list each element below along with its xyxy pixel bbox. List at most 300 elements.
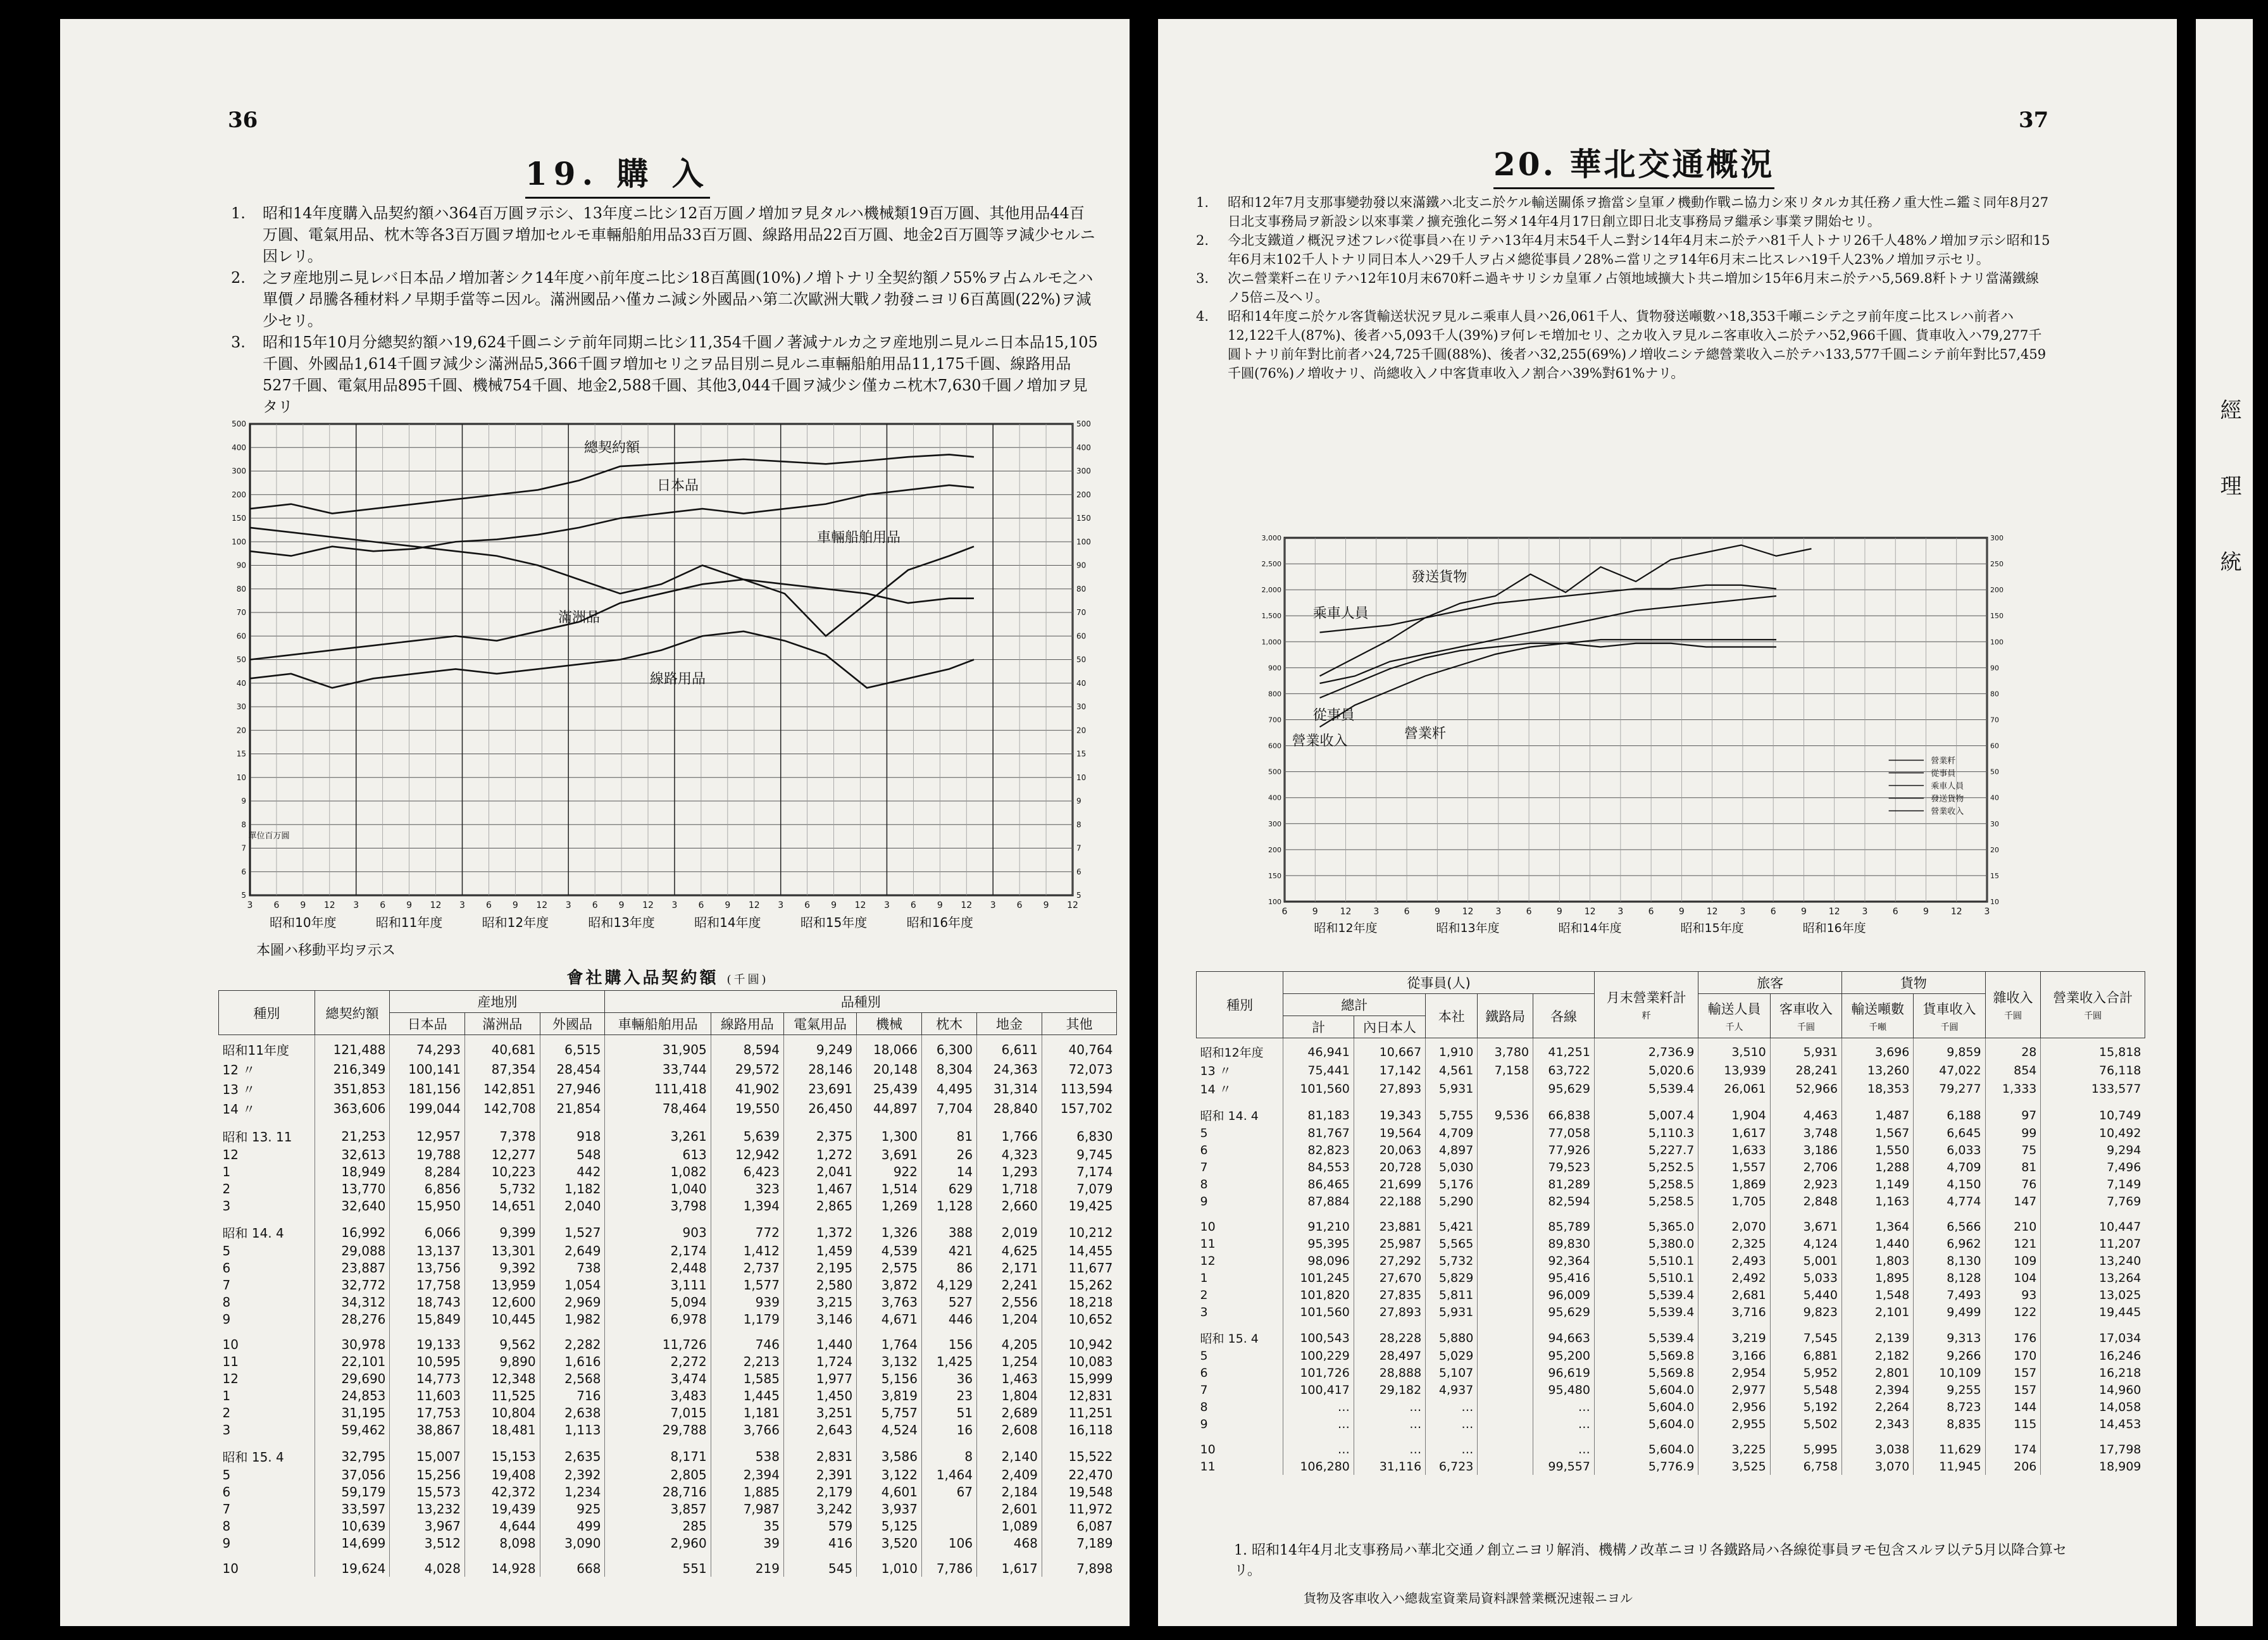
row-label: 2 [222, 1181, 231, 1196]
table-cell: 7,769 [2041, 1193, 2145, 1210]
row-label: 昭和 15. 4 [1200, 1332, 1259, 1346]
table-row [1197, 1398, 2145, 1415]
table-cell: 9,255 [1914, 1381, 1985, 1398]
table-cell: 6,566 [1914, 1210, 1985, 1235]
table-cell: 6,830 [1042, 1118, 1116, 1146]
table-cell: 1,895 [1842, 1269, 1914, 1286]
row-label: 2 [222, 1405, 231, 1420]
y-tick-label: 800 [1268, 690, 1281, 699]
table-cell: 2,689 [977, 1404, 1042, 1421]
table-cell: 5,829 [1426, 1269, 1478, 1286]
table-cell: 79,277 [1914, 1079, 1985, 1098]
table-cell: 8,128 [1914, 1269, 1985, 1286]
y-tick-label: 15 [1990, 871, 1999, 880]
table-row [219, 1483, 1117, 1500]
table-cell: 3,474 [605, 1370, 711, 1387]
th-metal: 地金 [977, 1013, 1042, 1035]
table-cell: 446 [922, 1310, 977, 1327]
table-cell: 92,364 [1533, 1252, 1595, 1269]
table-cell: 5,539.4 [1594, 1286, 1698, 1303]
table-cell: 1,300 [857, 1118, 922, 1146]
th-origin-group: 産地別 [390, 991, 605, 1013]
table-cell: 1,724 [783, 1353, 856, 1370]
table-cell: 19,788 [390, 1146, 465, 1163]
table-cell: 7,898 [1042, 1551, 1116, 1577]
table-cell: 5,107 [1426, 1364, 1478, 1381]
next-page-strip [2196, 19, 2253, 1626]
table-cell: 2,448 [605, 1259, 711, 1276]
y-tick-label: 8 [241, 820, 246, 829]
row-label: 9 [1200, 1417, 1208, 1431]
table-cell: 93 [1985, 1286, 2041, 1303]
table-cell: 16,992 [315, 1214, 390, 1242]
table-cell [1478, 1079, 1533, 1098]
table-cell: 551 [605, 1551, 711, 1577]
th-machinery: 機械 [857, 1013, 922, 1035]
table-cell: 2,556 [977, 1293, 1042, 1310]
table-cell: 1,234 [540, 1483, 605, 1500]
table-cell [922, 1500, 977, 1517]
row-label: 昭和 14. 4 [1200, 1109, 1259, 1123]
table-cell: 442 [540, 1163, 605, 1180]
table-cell: 1,372 [783, 1214, 856, 1242]
table-cell: 1,272 [783, 1146, 856, 1163]
y-tick-label: 7 [241, 843, 246, 853]
table-cell: 3,219 [1698, 1320, 1770, 1347]
legend-entry: 營業收入 [1931, 807, 1964, 817]
y-tick-label: 300 [1990, 534, 2003, 542]
table-cell: 106,280 [1283, 1458, 1354, 1475]
table-cell: 3,967 [390, 1517, 465, 1534]
x-tick-label: 6 [1404, 907, 1410, 917]
purchase-chart [218, 414, 1117, 971]
table-cell: 2,391 [783, 1466, 856, 1483]
table-cell: 2,343 [1842, 1415, 1914, 1432]
y-tick-label: 80 [236, 584, 246, 593]
table-cell: 3,215 [783, 1293, 856, 1310]
table-cell: 66,838 [1533, 1098, 1595, 1124]
table-cell: 95,200 [1533, 1347, 1595, 1364]
purchase-chart-svg [218, 414, 1117, 971]
table-cell: 1,804 [977, 1387, 1042, 1404]
right-page [1158, 19, 2177, 1626]
y-tick-label: 200 [1268, 845, 1281, 854]
table-row [219, 1079, 1117, 1098]
table-row [219, 1035, 1117, 1060]
table-cell: 1,617 [1698, 1124, 1770, 1141]
table-cell: 3,225 [1698, 1432, 1770, 1458]
table-cell: 2,848 [1770, 1193, 1841, 1210]
x-tick-label: 12 [1828, 907, 1840, 917]
table-cell: 22,101 [315, 1353, 390, 1370]
table-cell: 28,888 [1354, 1364, 1425, 1381]
th-total: 總契約額 [315, 991, 390, 1035]
table-cell: 2,969 [540, 1293, 605, 1310]
x-tick-label: 9 [1800, 907, 1807, 917]
table-cell: 13,756 [390, 1259, 465, 1276]
table-cell: 15,849 [390, 1310, 465, 1327]
row-label: 9 [1200, 1194, 1208, 1208]
table-cell: 5,192 [1770, 1398, 1841, 1415]
y-tick-label: 15 [1076, 749, 1087, 759]
th-other: 其他 [1042, 1013, 1116, 1035]
y-tick-label: 100 [1076, 537, 1091, 547]
table-cell: 2,736.9 [1594, 1038, 1698, 1062]
table-cell: 11,972 [1042, 1500, 1116, 1517]
table-cell: 10,492 [2041, 1124, 2145, 1141]
x-tick-label: 9 [512, 900, 518, 910]
table-cell: 8,171 [605, 1438, 711, 1466]
table-cell: … [1426, 1432, 1478, 1458]
table-cell: 2,392 [540, 1466, 605, 1483]
section-title-purchases: 19. 購 入 [525, 149, 710, 199]
table-cell: 363,606 [315, 1098, 390, 1118]
table-row [219, 1327, 1117, 1353]
table-cell: 101,245 [1283, 1269, 1354, 1286]
table-cell: 5,569.8 [1594, 1364, 1698, 1381]
y-tick-label: 200 [1076, 490, 1091, 499]
y-tick-label: 20 [1990, 845, 1999, 854]
note-r1: 1. 昭和12年7月支那事變勃發以來滿鐵ハ北支ニ於ケル輸送關係ヲ擔當シ皇軍ノ機動作戰ニ協力シ來リタルカ其任務ノ重大性ニ鑑ミ同年8月27日北支事務局ヲ新設シ以來事業ノ擴充強化ニ努メ14年4月17日創立即日北支事務局ヲ繼承シ事業ヲ開始セリ。 [1196, 195, 2049, 229]
table-cell: 1,040 [605, 1180, 711, 1197]
table-cell: 3,132 [857, 1353, 922, 1370]
table-cell: 1,440 [783, 1327, 856, 1353]
y-tick-label: 40 [236, 678, 246, 688]
table-cell: 15,256 [390, 1466, 465, 1483]
table-cell: 2,580 [783, 1276, 856, 1293]
table-cell: 206 [1985, 1458, 2041, 1475]
table-cell: 1,182 [540, 1180, 605, 1197]
year-label: 昭和14年度 [1558, 921, 1622, 935]
note-r3: 3. 次ニ營業粁ニ在リテハ12年10月末670粁ニ過キサリシカ皇軍ノ占領地域擴大ト共ニ増加シ15年6月末ニ於テハ5,569.8粁トナリ當滿鐵線ノ5倍ニ及ヘリ。 [1196, 271, 2039, 305]
table-cell: 14,699 [315, 1534, 390, 1551]
table-cell: 1,869 [1698, 1176, 1770, 1193]
table-cell: 2,282 [540, 1327, 605, 1353]
table-row [219, 1466, 1117, 1483]
table-row [1197, 1235, 2145, 1252]
table-cell: 91,210 [1283, 1210, 1354, 1235]
table-cell: 1,718 [977, 1180, 1042, 1197]
table-cell: 2,568 [540, 1370, 605, 1387]
y-tick-label: 60 [1990, 742, 1999, 750]
table-cell: 1,585 [711, 1370, 783, 1387]
table-cell: 1,333 [1985, 1079, 2041, 1098]
x-tick-label: 9 [1678, 907, 1685, 917]
table-cell: 2,956 [1698, 1398, 1770, 1415]
row-label: 11 [222, 1353, 239, 1369]
table-cell: 5,033 [1770, 1269, 1841, 1286]
table-cell: 99,557 [1533, 1458, 1595, 1475]
table-cell: 7,174 [1042, 1163, 1116, 1180]
table-row [1197, 1098, 2145, 1124]
series-label: 乘車人員 [1312, 606, 1369, 622]
table-cell: 41,902 [711, 1079, 783, 1098]
row-label: 10 [1200, 1219, 1216, 1234]
table-cell: 86,465 [1283, 1176, 1354, 1193]
table-cell: 14,928 [465, 1551, 540, 1577]
table-cell: 4,129 [922, 1276, 977, 1293]
table-cell: 96,009 [1533, 1286, 1595, 1303]
table-cell: 2,272 [605, 1353, 711, 1370]
table-cell: … [1426, 1415, 1478, 1432]
y-tick-label: 6 [1076, 867, 1081, 876]
table-cell: 77,926 [1533, 1141, 1595, 1159]
table-cell: 716 [540, 1387, 605, 1404]
table-cell: 14,058 [2041, 1398, 2145, 1415]
y-tick-label: 2,500 [1261, 560, 1281, 569]
table-cell: 5,880 [1426, 1320, 1478, 1347]
year-label: 昭和15年度 [1680, 921, 1744, 935]
y-tick-label: 6 [241, 867, 246, 876]
y-tick-label: 10 [1990, 898, 1999, 906]
table-row [219, 1500, 1117, 1517]
table-cell: 2,019 [977, 1214, 1042, 1242]
table-cell: 2,140 [977, 1438, 1042, 1466]
table-cell: 101,560 [1283, 1303, 1354, 1320]
table-cell: 10,109 [1914, 1364, 1985, 1381]
y-tick-label: 70 [236, 608, 246, 617]
row-label: 3 [1200, 1305, 1208, 1319]
table-cell: 5,757 [857, 1404, 922, 1421]
table-cell: 4,028 [390, 1551, 465, 1577]
table-cell: 5,290 [1426, 1193, 1478, 1210]
x-tick-label: 9 [1923, 907, 1929, 917]
table-cell: 24,853 [315, 1387, 390, 1404]
table-cell: 33,744 [605, 1059, 711, 1079]
table-cell: 26,061 [1698, 1079, 1770, 1098]
table-cell: 16,246 [2041, 1347, 2145, 1364]
table-cell: 26,450 [783, 1098, 856, 1118]
y-tick-label: 500 [232, 419, 246, 428]
y-tick-label: 30 [1076, 702, 1087, 711]
table-cell: 3,166 [1698, 1347, 1770, 1364]
row-label: 9 [222, 1311, 231, 1327]
th-r-pass-rev: 客車收入 千圓 [1770, 994, 1841, 1038]
table-cell [1478, 1210, 1533, 1235]
table-cell: 1,179 [711, 1310, 783, 1327]
table-cell [1478, 1124, 1533, 1141]
table-cell: 1,803 [1842, 1252, 1914, 1269]
table-cell: 18,066 [857, 1035, 922, 1060]
table-cell: 157 [1985, 1381, 2041, 1398]
table-cell: 1,269 [857, 1197, 922, 1214]
table-cell: 199,044 [390, 1098, 465, 1118]
table-cell: 285 [605, 1517, 711, 1534]
row-label: 11 [1200, 1236, 1216, 1251]
table-cell: 2,635 [540, 1438, 605, 1466]
table-cell: 7,158 [1478, 1061, 1533, 1079]
x-tick-label: 9 [937, 900, 943, 910]
table-cell: 4,625 [977, 1242, 1042, 1259]
table-cell: 2,643 [783, 1421, 856, 1438]
x-tick-label: 3 [778, 900, 784, 910]
table-cell: 1,633 [1698, 1141, 1770, 1159]
year-label: 昭和16年度 [1802, 921, 1866, 935]
table-cell: 17,758 [390, 1276, 465, 1293]
y-tick-label: 50 [1990, 767, 1999, 776]
table-cell: 3,261 [605, 1118, 711, 1146]
y-tick-label: 700 [1268, 716, 1281, 724]
row-label: 5 [222, 1243, 231, 1258]
table-cell: 5,931 [1770, 1038, 1841, 1062]
table-cell: 7,786 [922, 1551, 977, 1577]
table-cell: 4,774 [1914, 1193, 1985, 1210]
table-cell: 10,595 [390, 1353, 465, 1370]
th-r-head: 本社 [1426, 994, 1478, 1038]
table-cell: 11,603 [390, 1387, 465, 1404]
table-cell: 111,418 [605, 1079, 711, 1098]
table-cell: 210 [1985, 1210, 2041, 1235]
table-row [1197, 1124, 2145, 1141]
table-cell: 5,258.5 [1594, 1193, 1698, 1210]
table-cell: 5,539.4 [1594, 1303, 1698, 1320]
table-cell: 3,937 [857, 1500, 922, 1517]
table-cell: 30,978 [315, 1327, 390, 1353]
table-cell: 31,116 [1354, 1458, 1425, 1475]
table-cell: 13,939 [1698, 1061, 1770, 1079]
table-cell: 51 [922, 1404, 977, 1421]
table-cell: 100,141 [390, 1059, 465, 1079]
x-tick-label: 12 [961, 900, 973, 910]
table-cell: 1,149 [1842, 1176, 1914, 1193]
table-cell: 2,394 [1842, 1381, 1914, 1398]
x-tick-label: 6 [380, 900, 386, 910]
table-cell: 1,288 [1842, 1159, 1914, 1176]
table-cell: 2,831 [783, 1438, 856, 1466]
table-cell: 32,613 [315, 1146, 390, 1163]
table-cell: 5,732 [465, 1180, 540, 1197]
traffic-chart [1253, 528, 2063, 959]
table-cell: 9,859 [1914, 1038, 1985, 1062]
row-label: 8 [222, 1294, 231, 1310]
x-tick-label: 6 [698, 900, 704, 910]
th-r-species: 種別 [1197, 972, 1283, 1038]
row-label: 10 [1200, 1442, 1216, 1457]
table-cell: 4,323 [977, 1146, 1042, 1163]
th-r-oprev: 營業收入合計 千圓 [2041, 972, 2145, 1038]
legend-entry: 營業粁 [1931, 756, 1956, 766]
y-tick-label: 80 [1990, 690, 1999, 699]
table-cell: 2,737 [711, 1259, 783, 1276]
table-cell: 19,439 [465, 1500, 540, 1517]
x-tick-label: 3 [1984, 907, 1990, 917]
th-r-japanese: 內日本人 [1354, 1016, 1425, 1038]
table-row [1197, 1303, 2145, 1320]
table-cell: 87,354 [465, 1059, 540, 1079]
table-cell: 323 [711, 1180, 783, 1197]
table-cell: 11,251 [1042, 1404, 1116, 1421]
table-row [1197, 1269, 2145, 1286]
y-tick-label: 600 [1268, 742, 1281, 750]
row-label: 12 〃 [222, 1062, 256, 1078]
table-cell: 29,088 [315, 1242, 390, 1259]
table-cell: 75,441 [1283, 1061, 1354, 1079]
table-cell [1478, 1176, 1533, 1193]
table-cell: 1,445 [711, 1387, 783, 1404]
x-tick-label: 12 [1706, 907, 1718, 917]
row-label: 9 [222, 1535, 231, 1551]
th-r-railway: 鐵路局 [1478, 994, 1533, 1038]
table-cell: 77,058 [1533, 1124, 1595, 1141]
table-cell: 15,007 [390, 1438, 465, 1466]
table-cell: 1,467 [783, 1180, 856, 1197]
table-cell: 19,133 [390, 1327, 465, 1353]
y-tick-label: 40 [1076, 678, 1087, 688]
table-cell: 3,146 [783, 1310, 856, 1327]
table-cell: 5,156 [857, 1370, 922, 1387]
table-cell: 5,510.1 [1594, 1269, 1698, 1286]
table-cell: 5,029 [1426, 1347, 1478, 1364]
table-cell: 2,977 [1698, 1381, 1770, 1398]
table-cell: 29,182 [1354, 1381, 1425, 1398]
table-cell: 8,130 [1914, 1252, 1985, 1269]
table-cell: 6,300 [922, 1035, 977, 1060]
table-cell: 34,312 [315, 1293, 390, 1310]
table-cell [1478, 1432, 1533, 1458]
table-cell: 28,146 [783, 1059, 856, 1079]
table-cell: 5,811 [1426, 1286, 1478, 1303]
table-cell: 6,188 [1914, 1098, 1985, 1124]
y-tick-label: 300 [1268, 819, 1281, 828]
table-cell: 5,604.0 [1594, 1398, 1698, 1415]
table-cell: 7,493 [1914, 1286, 1985, 1303]
table-row [1197, 1061, 2145, 1079]
table-cell: 7,987 [711, 1500, 783, 1517]
table-cell: 1,766 [977, 1118, 1042, 1146]
x-tick-label: 12 [1950, 907, 1962, 917]
table-cell: 1,904 [1698, 1098, 1770, 1124]
table-cell: 5,565 [1426, 1235, 1478, 1252]
table-cell: 10,445 [465, 1310, 540, 1327]
table-cell: 4,644 [465, 1517, 540, 1534]
table-cell: 738 [540, 1259, 605, 1276]
table-cell: 1,616 [540, 1353, 605, 1370]
table-cell: 17,034 [2041, 1320, 2145, 1347]
table-cell: 7,378 [465, 1118, 540, 1146]
y-tick-label: 60 [1076, 631, 1087, 641]
y-tick-label: 30 [236, 702, 246, 711]
table-cell: 9,294 [2041, 1141, 2145, 1159]
table-cell: 98,096 [1283, 1252, 1354, 1269]
table-cell [1478, 1193, 1533, 1210]
table-cell: 3,766 [711, 1421, 783, 1438]
table-cell: 59,179 [315, 1483, 390, 1500]
table-cell [1478, 1235, 1533, 1252]
series-label: 發送貨物 [1411, 569, 1467, 585]
table-cell: 27,893 [1354, 1303, 1425, 1320]
x-tick-label: 9 [725, 900, 731, 910]
table-cell: 7,189 [1042, 1534, 1116, 1551]
year-label: 昭和12年度 [1314, 921, 1378, 935]
table-cell: 6,962 [1914, 1235, 1985, 1252]
y-tick-label: 100 [232, 537, 246, 547]
x-tick-label: 9 [1556, 907, 1562, 917]
table-cell: 82,594 [1533, 1193, 1595, 1210]
table-cell: 104 [1985, 1269, 2041, 1286]
table-cell: 3,857 [605, 1500, 711, 1517]
row-label: 5 [1200, 1348, 1208, 1363]
table-cell: 4,561 [1426, 1061, 1478, 1079]
row-label: 6 [1200, 1143, 1208, 1157]
table-cell: 1,450 [783, 1387, 856, 1404]
table-cell: 3,510 [1698, 1038, 1770, 1062]
x-tick-label: 12 [642, 900, 654, 910]
table-cell: 76 [1985, 1176, 2041, 1193]
table-row [1197, 1252, 2145, 1269]
table-cell: 2,375 [783, 1118, 856, 1146]
x-tick-label: 3 [1373, 907, 1380, 917]
table-row [1197, 1079, 2145, 1098]
